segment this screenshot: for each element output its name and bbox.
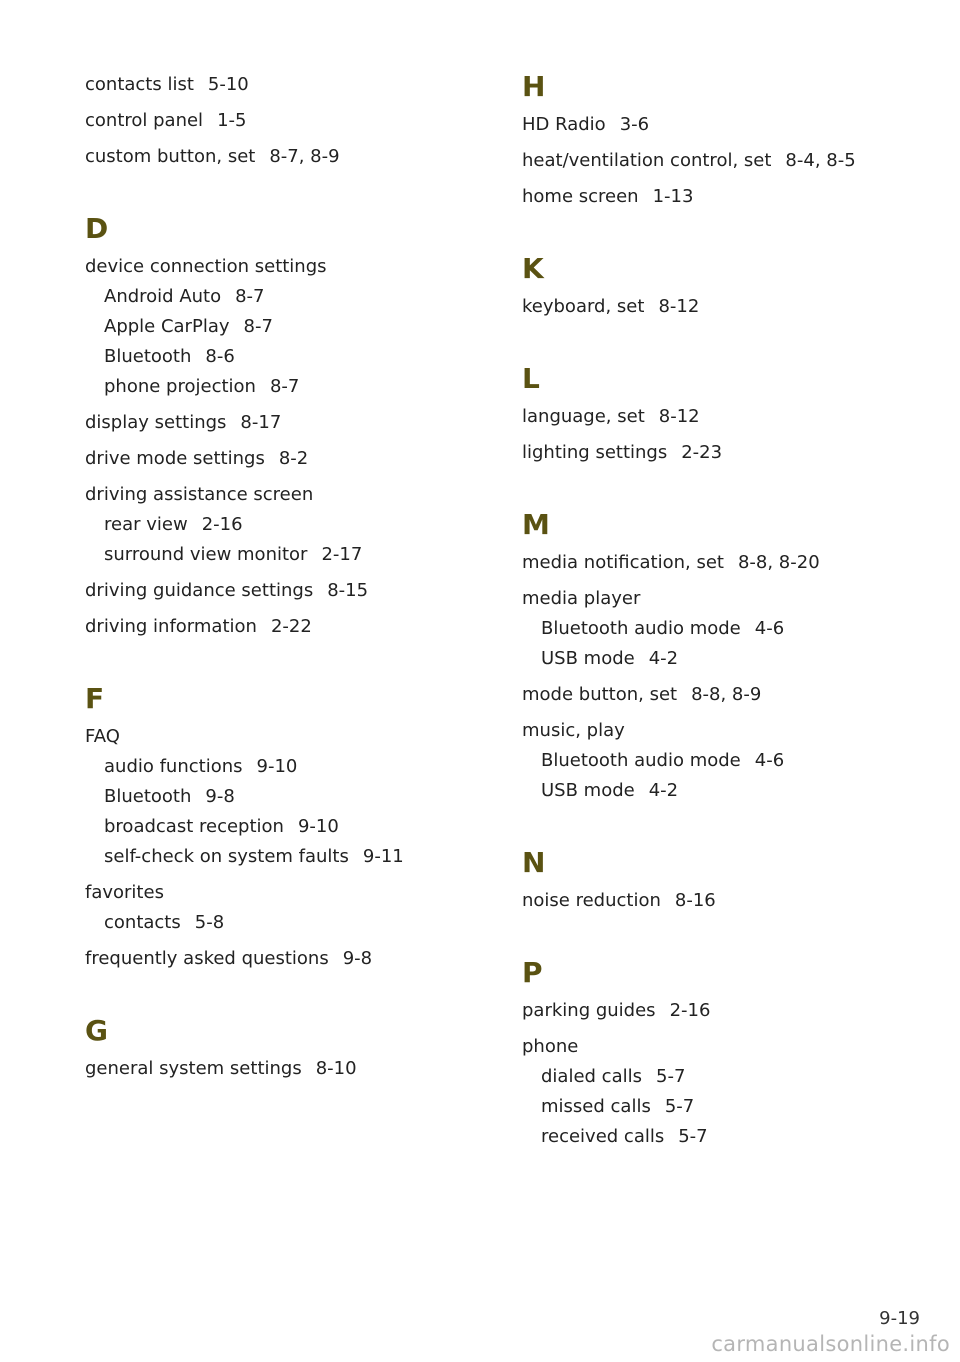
entry-term: display settings: [85, 412, 227, 433]
index-section: [522, 508, 932, 806]
entry-term: lighting settings: [522, 442, 668, 463]
section-letter: K: [522, 252, 544, 285]
entry-pages: 8-17: [240, 412, 282, 433]
sub-entry-line: [522, 1122, 932, 1152]
entry-pages: 8-10: [315, 1058, 357, 1079]
sub-entry-line: [522, 644, 932, 674]
entry-line: [522, 182, 932, 212]
sub-entry-line: [85, 812, 475, 842]
entry-line: [85, 944, 475, 974]
index-section: [522, 70, 932, 212]
index-entry: [522, 680, 932, 710]
entry-line: [522, 548, 932, 578]
entry-line: [85, 70, 475, 100]
index-entry: [522, 548, 932, 578]
entry-line: [522, 996, 932, 1026]
index-column-right: [522, 70, 932, 1192]
sub-entry-pages: 8-7: [269, 376, 300, 397]
sub-entry-pages: 4-6: [754, 618, 785, 639]
sub-entry-term: Apple CarPlay: [104, 316, 230, 337]
sub-entry-term: Bluetooth audio mode: [541, 750, 741, 771]
entry-term: phone: [522, 1036, 579, 1057]
index-entry: [522, 110, 932, 140]
sub-entry-term: contacts: [104, 912, 181, 933]
index-entry: [522, 182, 932, 212]
entry-term: contacts list: [85, 74, 194, 95]
sub-entry-term: phone projection: [104, 376, 256, 397]
sub-entry-line: [85, 372, 475, 402]
entry-term: home screen: [522, 186, 639, 207]
sub-entry-term: self-check on system faults: [104, 846, 349, 867]
entry-term: general system settings: [85, 1058, 302, 1079]
entry-line: [522, 1032, 932, 1062]
sub-entry-line: [85, 312, 475, 342]
entry-line: [522, 886, 932, 916]
index-entry: [85, 576, 475, 606]
sub-entry-pages: 5-7: [656, 1066, 686, 1087]
index-entry: [85, 722, 475, 872]
entry-term: control panel: [85, 110, 204, 131]
entry-line: [522, 402, 932, 432]
section-letter: F: [85, 682, 105, 715]
entry-pages: 8-2: [278, 448, 309, 469]
index-entry: [85, 70, 475, 100]
entry-term: driving assistance screen: [85, 484, 314, 505]
entry-line: [522, 438, 932, 468]
index-entry: [85, 408, 475, 438]
entry-line: [522, 146, 932, 176]
sub-entry-line: [85, 842, 475, 872]
entry-pages: 8-7, 8-9: [269, 146, 340, 167]
section-letter: N: [522, 846, 546, 879]
entry-line: [85, 444, 475, 474]
entry-line: [85, 612, 475, 642]
entry-term: music, play: [522, 720, 625, 741]
sub-entry-pages: 5-7: [664, 1096, 695, 1117]
sub-entry-pages: 9-8: [205, 786, 235, 807]
index-entry: [522, 716, 932, 806]
index-column-left: [85, 70, 475, 1124]
entry-line: [522, 716, 932, 746]
entry-pages: 8-4, 8-5: [785, 150, 856, 171]
entry-term: mode button, set: [522, 684, 678, 705]
entry-pages: 3-6: [619, 114, 650, 135]
index-entry: [85, 480, 475, 570]
entry-pages: 8-8, 8-9: [691, 684, 762, 705]
index-section: [522, 846, 932, 916]
sub-entry-pages: 9-11: [362, 846, 404, 867]
index-entry: [522, 996, 932, 1026]
entry-pages: 8-8, 8-20: [737, 552, 820, 573]
entry-term: HD Radio: [522, 114, 606, 135]
entry-line: [522, 292, 932, 322]
sub-entry-pages: 4-2: [648, 648, 679, 669]
entry-term: driving guidance settings: [85, 580, 314, 601]
index-entry: [85, 106, 475, 136]
sub-entry-pages: 2-16: [201, 514, 243, 535]
entry-term: noise reduction: [522, 890, 661, 911]
index-section: [85, 1014, 475, 1084]
section-letter: H: [522, 70, 546, 103]
entry-term: keyboard, set: [522, 296, 645, 317]
entry-line: [85, 576, 475, 606]
sub-entry-term: dialed calls: [541, 1066, 642, 1087]
sub-entry-term: audio functions: [104, 756, 243, 777]
entry-term: driving information: [85, 616, 257, 637]
sub-entry-term: missed calls: [541, 1096, 651, 1117]
sub-entry-pages: 8-7: [243, 316, 273, 337]
index-entry: [522, 438, 932, 468]
watermark: carmanualsonline.info: [711, 1332, 950, 1356]
entry-pages: 5-10: [207, 74, 249, 95]
page-number: 9-19: [879, 1308, 920, 1329]
index-entry: [85, 944, 475, 974]
index-entry: [85, 252, 475, 402]
section-letter: M: [522, 508, 550, 541]
sub-entry-pages: 4-6: [754, 750, 785, 771]
entry-term: media notification, set: [522, 552, 724, 573]
sub-entry-term: Bluetooth: [104, 346, 192, 367]
index-entry: [85, 612, 475, 642]
entry-pages: 1-5: [217, 110, 247, 131]
index-entry: [522, 584, 932, 674]
index-entry: [85, 1054, 475, 1084]
sub-entry-line: [85, 540, 475, 570]
index-entry: [522, 292, 932, 322]
entry-term: custom button, set: [85, 146, 256, 167]
sub-entry-pages: 8-6: [205, 346, 235, 367]
entry-pages: 9-8: [342, 948, 373, 969]
sub-entry-term: surround view monitor: [104, 544, 308, 565]
entry-pages: 8-12: [658, 406, 700, 427]
sub-entry-pages: 5-8: [194, 912, 225, 933]
sub-entry-term: Android Auto: [104, 286, 222, 307]
sub-entry-term: received calls: [541, 1126, 665, 1147]
entry-term: favorites: [85, 882, 164, 903]
entry-line: [522, 680, 932, 710]
index-entry: [522, 402, 932, 432]
entry-pages: 2-23: [681, 442, 723, 463]
sub-entry-line: [522, 1092, 932, 1122]
sub-entry-term: rear view: [104, 514, 188, 535]
sub-entry-pages: 9-10: [256, 756, 298, 777]
index-entry: [522, 886, 932, 916]
sub-entry-term: Bluetooth: [104, 786, 192, 807]
sub-entry-line: [85, 752, 475, 782]
entry-term: FAQ: [85, 726, 120, 747]
sub-entry-line: [522, 746, 932, 776]
sub-entry-pages: 4-2: [648, 780, 679, 801]
index-entry: [85, 142, 475, 172]
index-section: [522, 362, 932, 468]
entry-term: frequently asked questions: [85, 948, 329, 969]
index-entry: [522, 146, 932, 176]
entry-pages: 8-12: [658, 296, 700, 317]
section-letter: D: [85, 212, 109, 245]
sub-entry-pages: 8-7: [235, 286, 265, 307]
entry-pages: 8-15: [327, 580, 369, 601]
entry-pages: 2-16: [669, 1000, 711, 1021]
entry-term: device connection settings: [85, 256, 327, 277]
sub-entry-line: [85, 510, 475, 540]
entry-term: language, set: [522, 406, 645, 427]
sub-entry-term: USB mode: [541, 780, 635, 801]
sub-entry-pages: 9-10: [297, 816, 339, 837]
section-letter: P: [522, 956, 543, 989]
sub-entry-line: [522, 776, 932, 806]
entry-line: [522, 110, 932, 140]
entry-term: media player: [522, 588, 641, 609]
entry-term: parking guides: [522, 1000, 656, 1021]
sub-entry-line: [522, 1062, 932, 1092]
sub-entry-line: [522, 614, 932, 644]
sub-entry-term: broadcast reception: [104, 816, 284, 837]
sub-entry-pages: 5-7: [678, 1126, 708, 1147]
index-section: [85, 212, 475, 642]
entry-line: [85, 1054, 475, 1084]
index-section: [522, 252, 932, 322]
index-entry: [522, 1032, 932, 1152]
entry-line: [85, 106, 475, 136]
sub-entry-term: USB mode: [541, 648, 635, 669]
index-section: [85, 682, 475, 974]
entry-line: [522, 584, 932, 614]
entry-line: [85, 408, 475, 438]
entry-line: [85, 480, 475, 510]
sub-entry-term: Bluetooth audio mode: [541, 618, 741, 639]
entry-term: heat/ventilation control, set: [522, 150, 772, 171]
sub-entry-line: [85, 282, 475, 312]
index-entry: [85, 878, 475, 938]
entry-pages: 8-16: [674, 890, 716, 911]
index-entry: [85, 444, 475, 474]
entry-pages: 1-13: [652, 186, 694, 207]
entry-pages: 2-22: [270, 616, 312, 637]
index-section: [85, 70, 475, 172]
entry-term: drive mode settings: [85, 448, 265, 469]
entry-line: [85, 878, 475, 908]
section-letter: G: [85, 1014, 108, 1047]
sub-entry-line: [85, 908, 475, 938]
index-section: [522, 956, 932, 1152]
entry-line: [85, 252, 475, 282]
entry-line: [85, 722, 475, 752]
section-letter: L: [522, 362, 540, 395]
sub-entry-line: [85, 782, 475, 812]
sub-entry-line: [85, 342, 475, 372]
entry-line: [85, 142, 475, 172]
sub-entry-pages: 2-17: [321, 544, 363, 565]
